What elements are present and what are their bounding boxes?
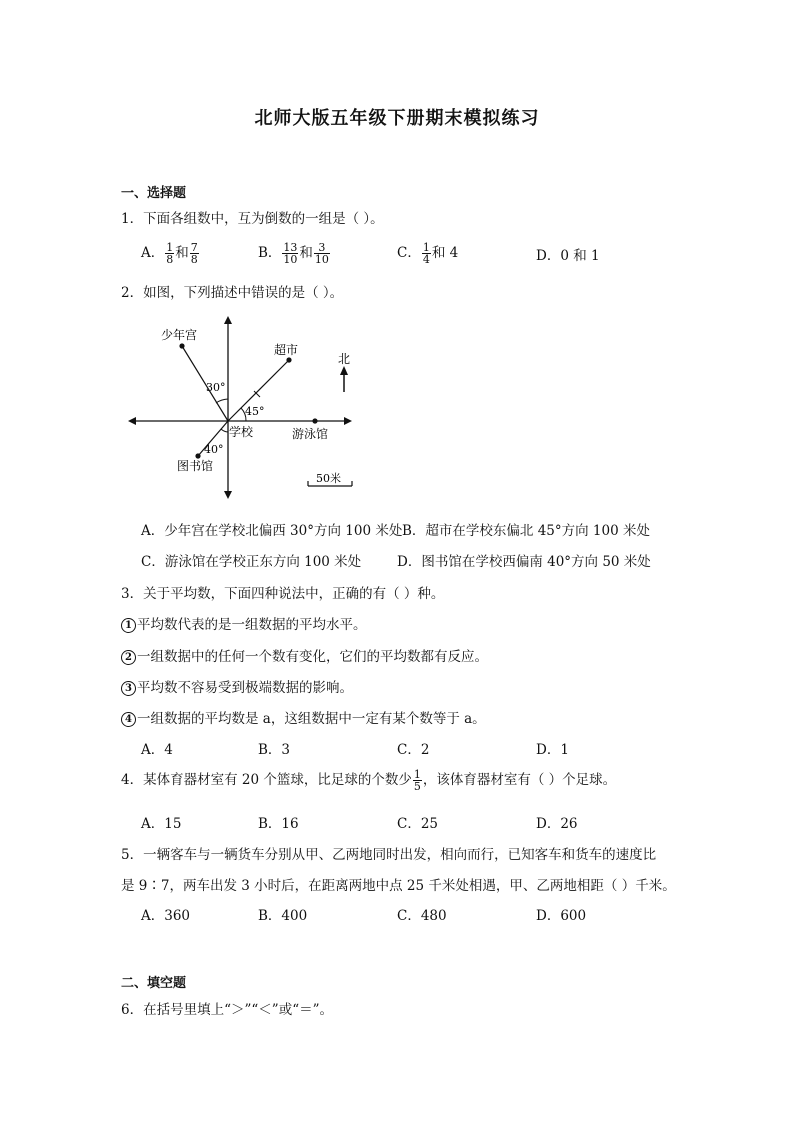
option-letter: C． bbox=[397, 245, 421, 261]
fraction bbox=[282, 242, 298, 265]
option-letter: A． bbox=[141, 245, 165, 261]
fraction bbox=[314, 242, 330, 265]
axis-arrow-north bbox=[224, 316, 232, 324]
point-chaoshi bbox=[286, 357, 291, 362]
numerator: 7 bbox=[190, 241, 198, 254]
option-letter: B． bbox=[258, 245, 282, 261]
fraction bbox=[165, 242, 174, 265]
stem-text: 4．某体育器材室有 20 个篮球，比足球的个数少 bbox=[121, 772, 412, 788]
statement-text: 一组数据中的任何一个数有变化，它们的平均数都有反应。 bbox=[137, 649, 488, 665]
circled-number-2: 2 bbox=[121, 650, 136, 665]
label-angle-40: 40° bbox=[204, 443, 224, 456]
stem-text: ，该体育器材室有（ ）个足球。 bbox=[422, 772, 617, 788]
label-pool: 游泳馆 bbox=[292, 427, 329, 441]
q2-option-c: C．游泳馆在学校正东方向 100 米处 bbox=[141, 554, 362, 570]
angle-arc-40 bbox=[221, 429, 228, 432]
north-arrow-icon bbox=[340, 366, 348, 375]
denominator: 8 bbox=[190, 253, 198, 266]
denominator: 5 bbox=[413, 780, 421, 793]
numerator: 1 bbox=[413, 768, 421, 781]
q4-option-d: D．26 bbox=[536, 816, 578, 832]
q1-option-d: D．0 和 1 bbox=[536, 248, 600, 264]
section-heading-fill-blank: 二、填空题 bbox=[121, 976, 187, 991]
q5-option-b: B．400 bbox=[258, 908, 308, 924]
denominator: 10 bbox=[283, 253, 298, 266]
question-1-stem: 1．下面各组数中，互为倒数的一组是（ ）。 bbox=[121, 211, 384, 227]
fraction bbox=[413, 769, 422, 792]
connector-text: 和 4 bbox=[431, 245, 459, 261]
numerator: 13 bbox=[283, 241, 298, 254]
label-school: 学校 bbox=[229, 425, 254, 439]
label-angle-45: 45° bbox=[245, 405, 265, 418]
label-north: 北 bbox=[338, 352, 351, 366]
fraction bbox=[190, 242, 199, 265]
q3-option-a: A．4 bbox=[141, 742, 173, 758]
numerator: 1 bbox=[166, 241, 174, 254]
question-3-stem: 3．关于平均数，下面四种说法中，正确的有（ ）种。 bbox=[121, 586, 445, 602]
numerator: 3 bbox=[314, 242, 330, 254]
q5-option-c: C．480 bbox=[397, 908, 447, 924]
statement-text: 一组数据的平均数是 a，这组数据中一定有某个数等于 a。 bbox=[137, 711, 486, 727]
label-scale: 50米 bbox=[316, 472, 341, 485]
q3-statement-3 bbox=[121, 676, 353, 696]
section-heading-choice: 一、选择题 bbox=[121, 186, 187, 201]
question-6-stem: 6．在括号里填上“＞”“＜”或“＝”。 bbox=[121, 1002, 333, 1018]
q1-option-b bbox=[258, 241, 331, 265]
axis-arrow-east bbox=[344, 417, 352, 425]
fraction bbox=[422, 242, 431, 265]
denominator: 10 bbox=[314, 253, 329, 266]
q4-option-c: C．25 bbox=[397, 816, 439, 832]
label-shaoniangong: 少年宫 bbox=[161, 328, 198, 342]
circled-number-1: 1 bbox=[121, 618, 136, 633]
point-library bbox=[195, 453, 200, 458]
q3-option-c: C．2 bbox=[397, 742, 430, 758]
page-title: 北师大版五年级下册期末模拟练习 bbox=[254, 108, 540, 129]
numerator: 1 bbox=[422, 241, 430, 254]
q2-option-a: A．少年宫在学校北偏西 30°方向 100 米处 bbox=[141, 523, 403, 539]
question-2-stem: 2．如图，下列描述中错误的是（ ）。 bbox=[121, 285, 344, 301]
axis-arrow-west bbox=[128, 417, 136, 425]
label-chaoshi: 超市 bbox=[274, 343, 299, 357]
q3-statement-1 bbox=[121, 613, 367, 633]
denominator: 4 bbox=[422, 253, 430, 266]
q1-option-c bbox=[397, 241, 458, 265]
statement-text: 平均数不容易受到极端数据的影响。 bbox=[137, 680, 353, 696]
q4-option-a: A．15 bbox=[141, 816, 182, 832]
q3-option-b: B．3 bbox=[258, 742, 291, 758]
denominator: 8 bbox=[166, 253, 174, 266]
question-4-stem bbox=[121, 768, 616, 792]
axis-arrow-south bbox=[224, 491, 232, 499]
q2-option-b: B．超市在学校东偏北 45°方向 100 米处 bbox=[402, 523, 650, 539]
question-5-line-2: 是 9∶7，两车出发 3 小时后，在距离两地中点 25 千米处相遇，甲、乙两地相距（ ）千米。 bbox=[121, 878, 676, 894]
q5-option-d: D．600 bbox=[536, 908, 587, 924]
q3-statement-2 bbox=[121, 645, 488, 665]
q5-option-a: A．360 bbox=[141, 908, 191, 924]
q3-statement-4 bbox=[121, 707, 486, 727]
connector-text: 和 bbox=[175, 245, 189, 261]
direction-map-figure bbox=[120, 312, 370, 504]
label-angle-30: 30° bbox=[206, 381, 226, 394]
point-pool bbox=[312, 418, 317, 423]
question-5-line-1: 5．一辆客车与一辆货车分别从甲、乙两地同时出发，相向而行，已知客车和货车的速度比 bbox=[121, 847, 657, 863]
angle-arc-30 bbox=[216, 399, 228, 403]
q1-option-a bbox=[141, 241, 200, 265]
q2-option-d: D．图书馆在学校西偏南 40°方向 50 米处 bbox=[397, 554, 651, 570]
connector-text: 和 bbox=[299, 245, 313, 261]
q4-option-b: B．16 bbox=[258, 816, 299, 832]
q3-option-d: D．1 bbox=[536, 742, 569, 758]
circled-number-4: 4 bbox=[121, 712, 136, 727]
point-shaoniangong bbox=[179, 343, 184, 348]
label-library: 图书馆 bbox=[177, 459, 214, 473]
circled-number-3: 3 bbox=[121, 681, 136, 696]
statement-text: 平均数代表的是一组数据的平均水平。 bbox=[137, 617, 367, 633]
